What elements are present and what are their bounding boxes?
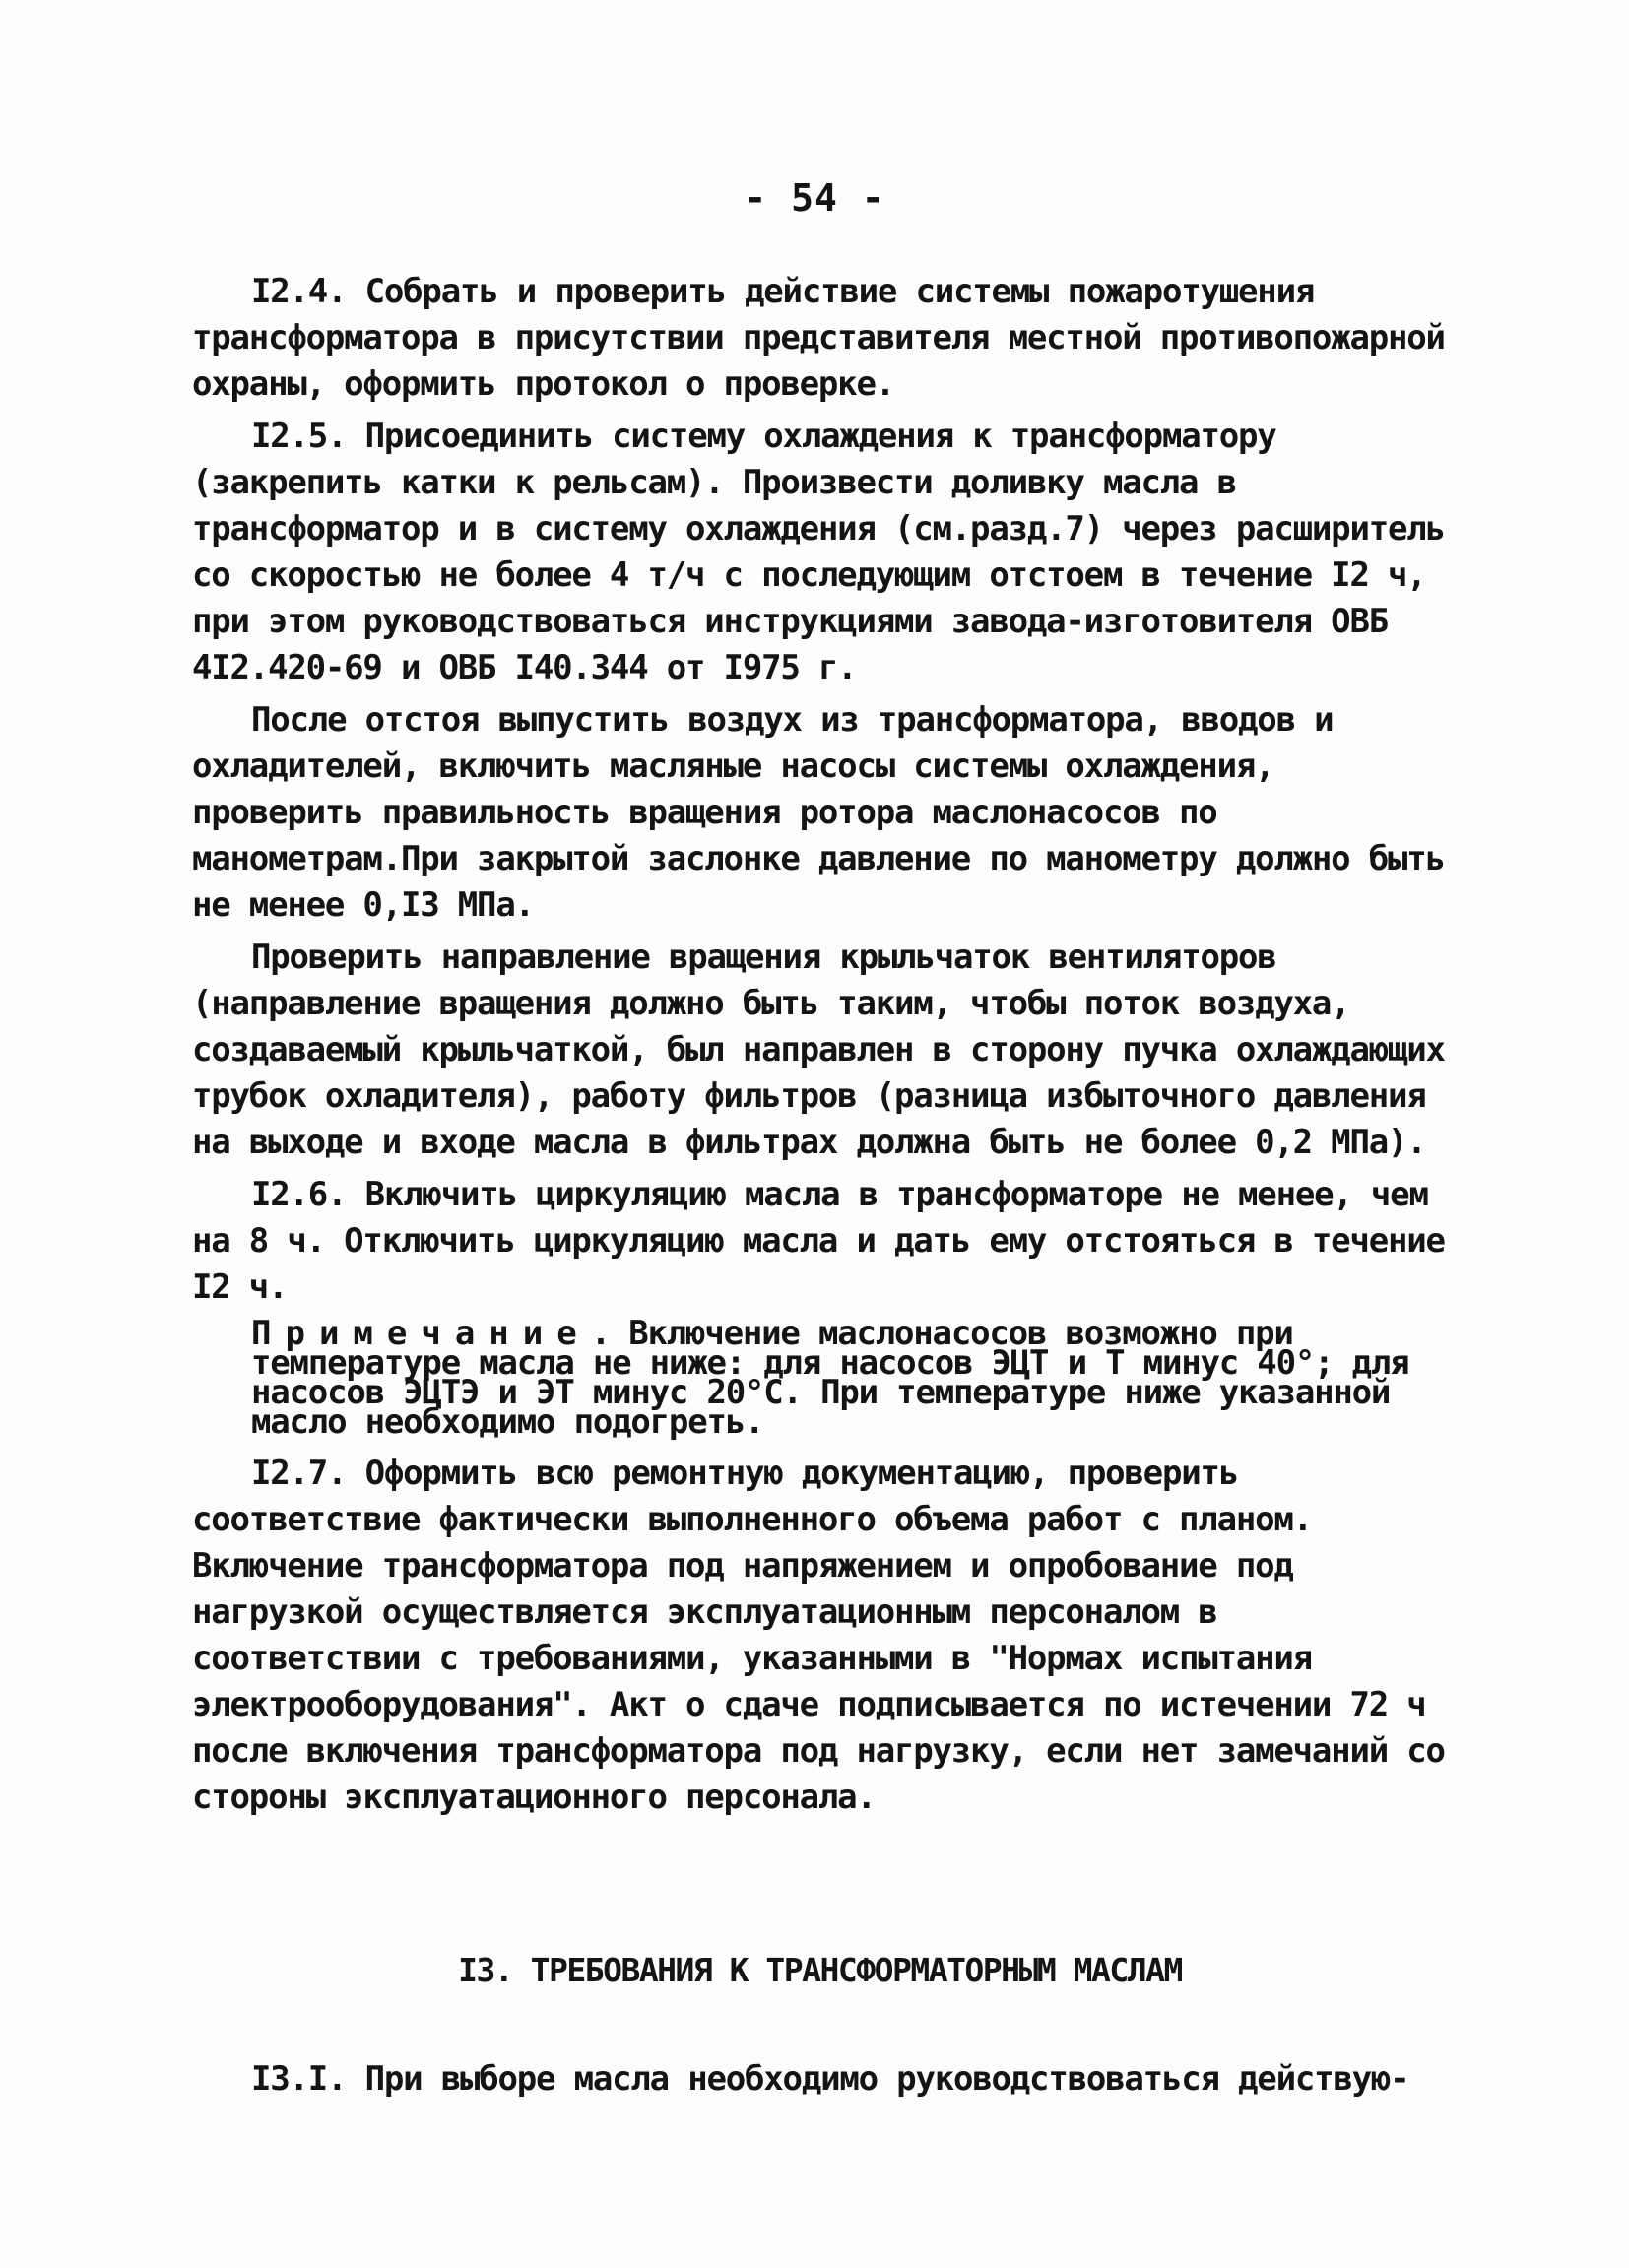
document-body (192, 269, 1448, 2103)
paragraph-12-4: I2.4. Собрать и проверить действие системы пожаротушения трансформатора в присутствии представителя местной противопожарной охраны, оформить протокол о проверке. (192, 272, 1445, 404)
note-block (251, 1314, 1448, 1442)
paragraph-12-7: I2.7. Оформить всю ремонтную документацию, проверить соответствие фактически выполненного объема работ с планом. Включение трансформатора под напряжением и опробование под нагрузкой осуществляется эксплуатационным персоналом в соответствии с требованиями, указанными в "Нормах испытания электрооборудования". Акт о сдаче подписывается по истечении 72 ч после включения трансформатора под нагрузку, если нет замечаний со стороны эксплуатационного персонала. (192, 1454, 1445, 1817)
paragraph-fans-check: Проверить направление вращения крыльчаток вентиляторов (направление вращения должно быть таким, чтобы поток воздуха, создаваемый крыльчаткой, был направлен в сторону пучка охлаждающих трубок охладителя), работу фильтров (разница избыточного давления на выходе и входе масла в фильтрах должна быть не более 0,2 МПа). (192, 938, 1445, 1162)
paragraph-13-1: I3.I. При выборе масла необходимо руководствоваться действую- (251, 2059, 1409, 2099)
paragraph-12-5: I2.5. Присоединить систему охлаждения к трансформатору (закрепить катки к рельсам). Произвести доливку масла в трансформатор и в систему охлаждения (см.разд.7) через расширитель со скоростью не более 4 т/ч с последующим отстоем в течение I2 ч, при этом руководствоваться инструкциями завода-изготовителя ОВБ 4I2.420-69 и ОВБ I40.344 от I975 г. (192, 417, 1445, 687)
paragraph-after-settling: После отстоя выпустить воздух из трансформатора, вводов и охладителей, включить масляные насосы системы охлаждения, проверить правильность вращения ротора маслонасосов по манометрам.При закрытой заслонке давление по манометру должно быть не менее 0,I3 МПа. (192, 700, 1445, 925)
note-label: Примечание (251, 1314, 591, 1353)
paragraph-12-6: I2.6. Включить циркуляцию масла в трансформаторе не менее, чем на 8 ч. Отключить циркуляцию масла и дать ему отстояться в течение I2 ч. (192, 1175, 1445, 1307)
page-number: - 54 - (744, 176, 885, 220)
section-heading: I3. ТРЕБОВАНИЯ К ТРАНСФОРМАТОРНЫМ МАСЛАМ (458, 1951, 1182, 1989)
note-text: . Включение маслонасосов возможно при температуре масла не ниже: для насосов ЭЦТ и Т минус 40°; для насосов ЭЦТЭ и ЭТ минус 20°С. При температуре ниже указанной масло необходимо подогреть. (251, 1314, 1409, 1442)
